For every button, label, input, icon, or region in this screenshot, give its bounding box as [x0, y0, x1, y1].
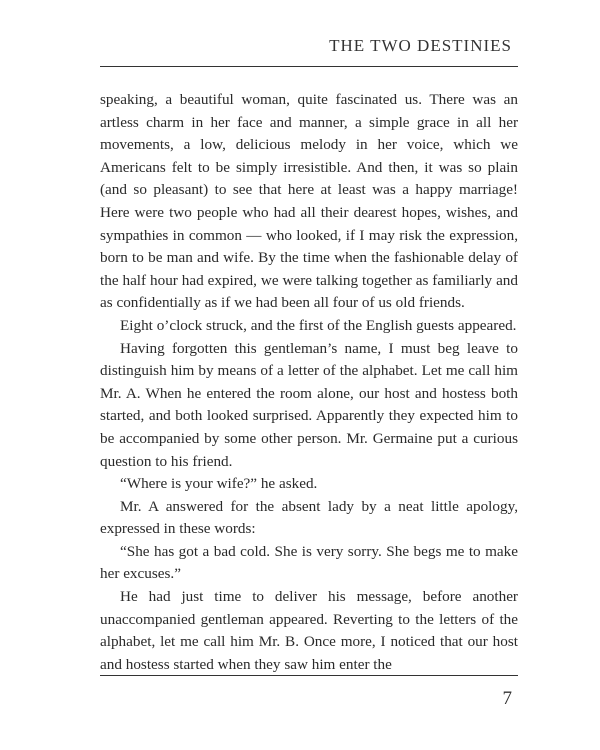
header-rule: [100, 66, 518, 67]
paragraph-4: “Where is your wife?” he asked.: [120, 475, 318, 493]
body-text: [100, 89, 518, 676]
footer-rule: [100, 675, 518, 676]
paragraph-3: Having forgotten this gentleman’s name, I must beg leave to distinguish him by means of a letter of the alphabet. Let me call him Mr. A. When he entered the room alone, our host and hostess both started, and both looked surprised. Apparently they expected him to be accompanied by some other person. Mr. Germaine put a curious question to his friend.: [100, 339, 518, 470]
paragraph-1: speaking, a beautiful woman, quite fascinated us. There was an artless charm in her face and manner, a simple grace in all her movements, a low, delicious melody in her voice, which we Americans felt to be simply irresistible. And then, it was so plain (and so pleasant) to see that here at least was a happy marriage! Here were two people who had all their dearest hopes, wishes, and sympathies in common — who looked, if I may risk the expression, born to be man and wife. By the time when the fashionable delay of the half hour had expired, we were talking together as familiarly and as confidentially as if we had been all four of us old friends.: [100, 91, 518, 312]
paragraph-5: Mr. A answered for the absent lady by a neat little apology, expressed in these words:: [100, 497, 518, 538]
paragraph-6: “She has got a bad cold. She is very sorry. She begs me to make her excuses.”: [100, 542, 518, 583]
paragraph-2: Eight o’clock struck, and the first of the English guests appeared.: [120, 316, 517, 334]
running-head-title: THE TWO DESTINIES: [329, 36, 512, 55]
paragraph-7: He had just time to deliver his message, before another unaccompanied gentleman appeared. Reverting to the letters of the alphabet, let me call him Mr. B. Once more, I noticed that our host and hostess started when they saw him enter the: [100, 588, 518, 673]
page-number: 7: [502, 688, 512, 709]
